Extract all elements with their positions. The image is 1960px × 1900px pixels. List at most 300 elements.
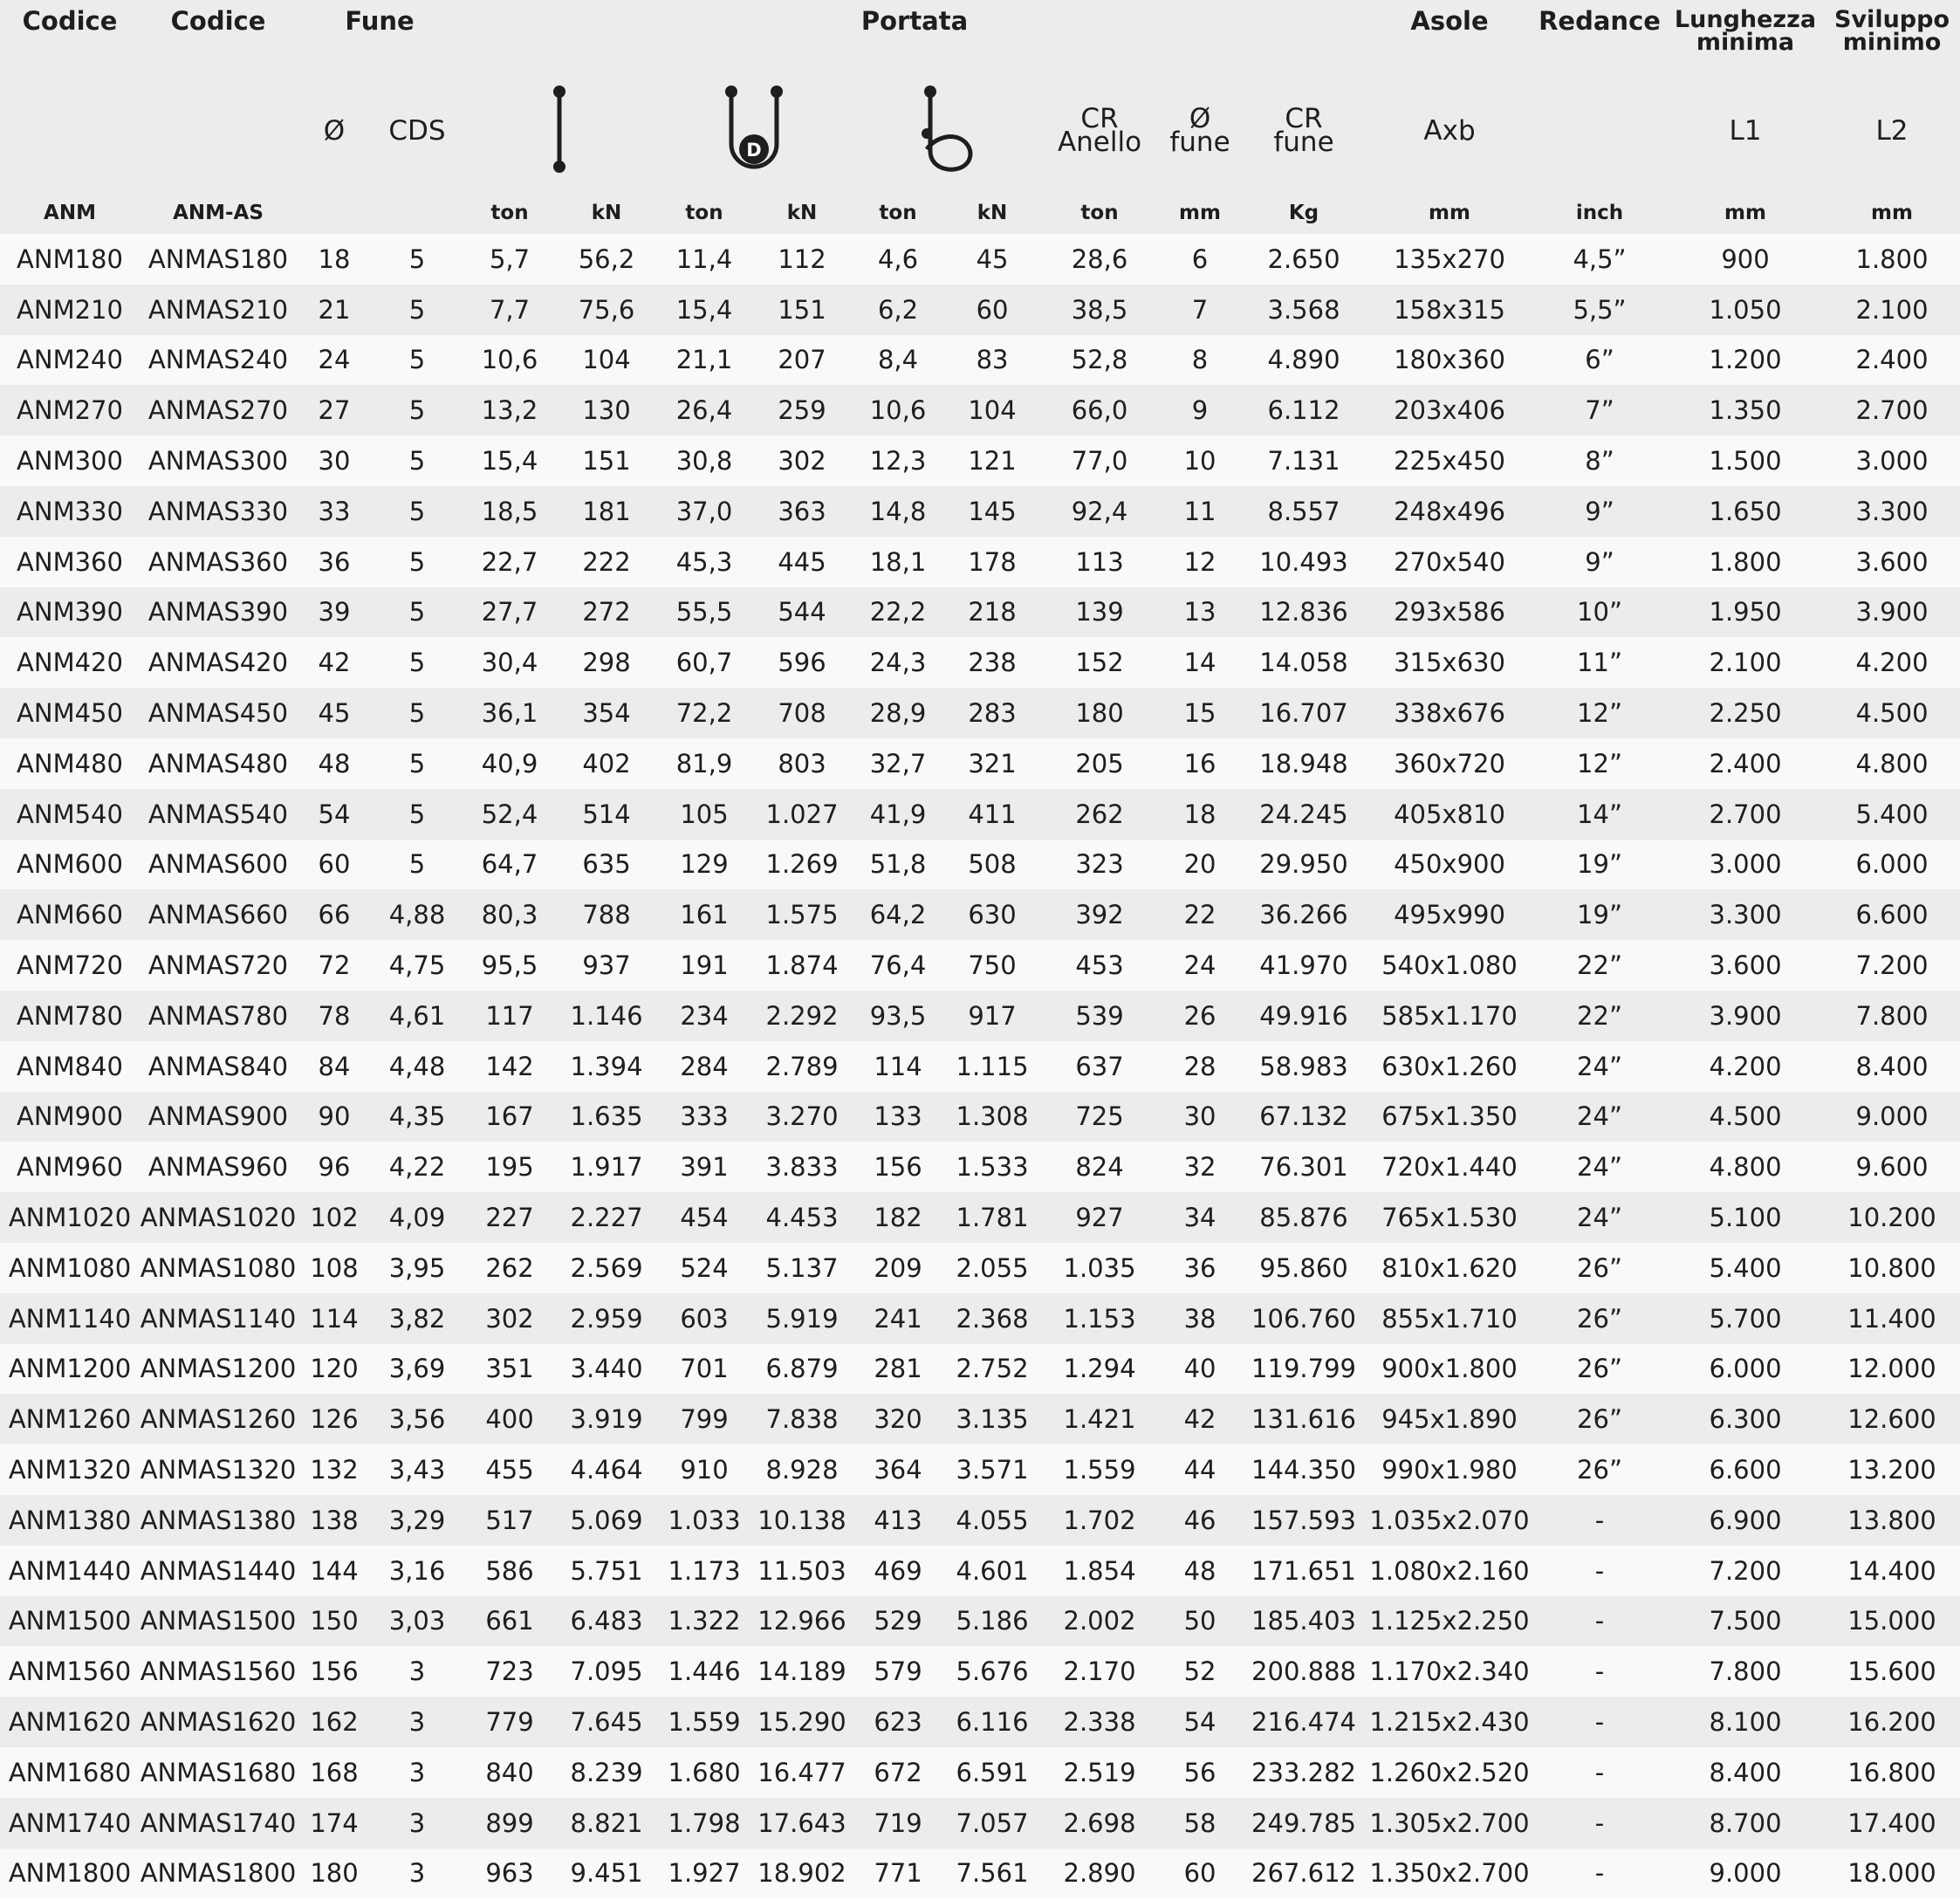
table-cell: ANMAS780 <box>140 991 297 1041</box>
table-cell: 24,3 <box>852 637 944 688</box>
table-cell: 18 <box>297 234 372 285</box>
table-cell: ANM1620 <box>0 1697 140 1747</box>
table-cell: 18.000 <box>1824 1849 1960 1899</box>
table-cell: ANMAS1080 <box>140 1243 297 1293</box>
table-cell: 855x1.710 <box>1367 1293 1532 1344</box>
table-cell: 55,5 <box>656 587 752 638</box>
table-cell: 4.453 <box>752 1192 852 1243</box>
table-cell: ANM840 <box>0 1041 140 1092</box>
table-cell: 3.600 <box>1667 940 1824 991</box>
table-cell: 529 <box>852 1596 944 1647</box>
table-cell: 298 <box>557 637 656 688</box>
table-cell: ANM540 <box>0 789 140 840</box>
table-cell: 1.680 <box>656 1747 752 1798</box>
table-cell: 10,6 <box>463 335 557 386</box>
table-cell: 4,22 <box>372 1142 463 1192</box>
table-cell: 4.890 <box>1241 335 1367 386</box>
table-cell: 302 <box>463 1293 557 1344</box>
table-cell: ANM780 <box>0 991 140 1041</box>
table-cell: 44 <box>1159 1444 1241 1495</box>
table-cell: 8.100 <box>1667 1697 1824 1747</box>
table-cell: 3.270 <box>752 1092 852 1142</box>
table-cell: 152 <box>1040 637 1159 688</box>
table-cell: - <box>1532 1646 1667 1697</box>
table-cell: 22 <box>1159 889 1241 940</box>
table-cell: 95.860 <box>1241 1243 1367 1293</box>
table-cell: 1.215x2.430 <box>1367 1697 1532 1747</box>
table-cell: ANMAS1260 <box>140 1394 297 1444</box>
table-cell: - <box>1532 1546 1667 1596</box>
table-cell: 413 <box>852 1495 944 1546</box>
table-cell: 5.700 <box>1667 1293 1824 1344</box>
header-l1: L1 <box>1667 70 1824 192</box>
table-cell: 218 <box>944 587 1040 638</box>
table-cell: 8.557 <box>1241 486 1367 537</box>
table-cell: 5 <box>372 486 463 537</box>
table-cell: 191 <box>656 940 752 991</box>
table-cell: 585x1.170 <box>1367 991 1532 1041</box>
table-cell: ANMAS1680 <box>140 1747 297 1798</box>
table-cell: 392 <box>1040 889 1159 940</box>
table-cell: - <box>1532 1798 1667 1849</box>
table-cell: 514 <box>557 789 656 840</box>
table-cell: 6.483 <box>557 1596 656 1647</box>
table-cell: 151 <box>557 436 656 486</box>
unit-cell: mm <box>1367 192 1532 234</box>
table-cell: ANM1380 <box>0 1495 140 1546</box>
table-cell: 77,0 <box>1040 436 1159 486</box>
table-row <box>0 486 1960 537</box>
table-cell: 3.900 <box>1667 991 1824 1041</box>
table-cell: 48 <box>1159 1546 1241 1596</box>
table-cell: 21,1 <box>656 335 752 386</box>
table-row <box>0 1747 1960 1798</box>
table-cell: 60 <box>944 285 1040 335</box>
table-cell: 209 <box>852 1243 944 1293</box>
table-cell: 315x630 <box>1367 637 1532 688</box>
table-cell: 7,7 <box>463 285 557 335</box>
table-cell: 18,1 <box>852 537 944 587</box>
table-cell: 27,7 <box>463 587 557 638</box>
table-row <box>0 385 1960 436</box>
table-cell: 26” <box>1532 1344 1667 1395</box>
table-cell: 227 <box>463 1192 557 1243</box>
table-cell: 24” <box>1532 1142 1667 1192</box>
table-cell: ANMAS1740 <box>140 1798 297 1849</box>
table-cell: 4,75 <box>372 940 463 991</box>
table-cell: 1.115 <box>944 1041 1040 1092</box>
table-cell: ANM720 <box>0 940 140 991</box>
table-cell: 596 <box>752 637 852 688</box>
table-cell: 10.493 <box>1241 537 1367 587</box>
table-cell: 64,2 <box>852 889 944 940</box>
table-cell: 26” <box>1532 1394 1667 1444</box>
table-cell: 6.000 <box>1824 840 1960 890</box>
table-cell: 803 <box>752 738 852 789</box>
table-cell: 30,8 <box>656 436 752 486</box>
table-cell: 102 <box>297 1192 372 1243</box>
header-fune: Fune <box>297 0 463 70</box>
table-cell: 24 <box>297 335 372 386</box>
table-row <box>0 789 1960 840</box>
table-cell: 108 <box>297 1243 372 1293</box>
table-cell: 3.000 <box>1824 436 1960 486</box>
diameter-letter: D <box>746 140 762 161</box>
table-cell: 12,3 <box>852 436 944 486</box>
table-cell: 26” <box>1532 1293 1667 1344</box>
table-cell: 234 <box>656 991 752 1041</box>
table-cell: 723 <box>463 1646 557 1697</box>
table-cell: 5 <box>372 688 463 738</box>
table-cell: 66,0 <box>1040 385 1159 436</box>
table-row <box>0 889 1960 940</box>
table-cell: 41,9 <box>852 789 944 840</box>
table-cell: 3.900 <box>1824 587 1960 638</box>
table-cell: 637 <box>1040 1041 1159 1092</box>
table-cell: 3,03 <box>372 1596 463 1647</box>
table-cell: ANMAS330 <box>140 486 297 537</box>
table-cell: 495x990 <box>1367 889 1532 940</box>
table-cell: ANMAS1020 <box>140 1192 297 1243</box>
table-cell: ANM1260 <box>0 1394 140 1444</box>
table-cell: 26” <box>1532 1444 1667 1495</box>
header-codice-anm-as: Codice <box>140 0 297 70</box>
table-cell: 799 <box>656 1394 752 1444</box>
table-cell: 7.500 <box>1667 1596 1824 1647</box>
table-cell: 1.702 <box>1040 1495 1159 1546</box>
table-cell: 2.100 <box>1667 637 1824 688</box>
table-cell: 133 <box>852 1092 944 1142</box>
table-cell: 157.593 <box>1241 1495 1367 1546</box>
table-cell: 5.919 <box>752 1293 852 1344</box>
table-cell: 36 <box>297 537 372 587</box>
table-cell: ANM270 <box>0 385 140 436</box>
table-cell: 603 <box>656 1293 752 1344</box>
table-cell: 937 <box>557 940 656 991</box>
table-row <box>0 1192 1960 1243</box>
table-cell: ANM1080 <box>0 1243 140 1293</box>
table-cell: 121 <box>944 436 1040 486</box>
table-cell: ANMAS450 <box>140 688 297 738</box>
table-cell: 3.833 <box>752 1142 852 1192</box>
table-cell: 7 <box>1159 285 1241 335</box>
table-cell: 917 <box>944 991 1040 1041</box>
table-cell: 259 <box>752 385 852 436</box>
table-cell: 168 <box>297 1747 372 1798</box>
table-cell: 1.322 <box>656 1596 752 1647</box>
table-cell: 161 <box>656 889 752 940</box>
table-cell: ANM1440 <box>0 1546 140 1596</box>
table-cell: 67.132 <box>1241 1092 1367 1142</box>
table-cell: 1.800 <box>1824 234 1960 285</box>
table-cell: 182 <box>852 1192 944 1243</box>
header-row-symbols <box>0 70 1960 192</box>
table-cell: 1.575 <box>752 889 852 940</box>
table-cell: 26” <box>1532 1243 1667 1293</box>
table-cell: 78 <box>297 991 372 1041</box>
table-cell: 5.400 <box>1824 789 1960 840</box>
table-cell: 16 <box>1159 738 1241 789</box>
table-cell: ANMAS480 <box>140 738 297 789</box>
table-cell: 52,8 <box>1040 335 1159 386</box>
table-cell: 6.300 <box>1667 1394 1824 1444</box>
table-cell: 2.250 <box>1667 688 1824 738</box>
table-cell: 402 <box>557 738 656 789</box>
table-cell: 900 <box>1667 234 1824 285</box>
table-cell: 104 <box>557 335 656 386</box>
table-cell: 5.676 <box>944 1646 1040 1697</box>
table-cell: 7.838 <box>752 1394 852 1444</box>
table-row <box>0 1243 1960 1293</box>
table-cell: 5.400 <box>1667 1243 1824 1293</box>
table-cell: 28 <box>1159 1041 1241 1092</box>
table-cell: 411 <box>944 789 1040 840</box>
table-row <box>0 436 1960 486</box>
unit-cell: ton <box>463 192 557 234</box>
table-cell: 15,4 <box>463 436 557 486</box>
table-cell: ANM330 <box>0 486 140 537</box>
table-cell: 11” <box>1532 637 1667 688</box>
table-cell: 5 <box>372 840 463 890</box>
table-cell: 37,0 <box>656 486 752 537</box>
table-cell: 132 <box>297 1444 372 1495</box>
table-cell: 450x900 <box>1367 840 1532 890</box>
table-cell: 36.266 <box>1241 889 1367 940</box>
table-cell: 3.135 <box>944 1394 1040 1444</box>
unit-cell: mm <box>1824 192 1960 234</box>
table-cell: 72,2 <box>656 688 752 738</box>
table-cell: ANMAS240 <box>140 335 297 386</box>
table-cell: 7.057 <box>944 1798 1040 1849</box>
table-cell: 363 <box>752 486 852 537</box>
table-cell: 2.100 <box>1824 285 1960 335</box>
table-cell: ANMAS540 <box>140 789 297 840</box>
table-cell: 2.698 <box>1040 1798 1159 1849</box>
table-cell: 238 <box>944 637 1040 688</box>
table-cell: 3 <box>372 1849 463 1899</box>
table-cell: 13 <box>1159 587 1241 638</box>
table-cell: 262 <box>463 1243 557 1293</box>
table-cell: 20 <box>1159 840 1241 890</box>
table-cell: 19” <box>1532 889 1667 940</box>
table-cell: ANMAS1200 <box>140 1344 297 1395</box>
table-cell: 321 <box>944 738 1040 789</box>
table-cell: 6 <box>1159 234 1241 285</box>
header-redance: Redance <box>1532 0 1667 70</box>
table-cell: 120 <box>297 1344 372 1395</box>
table-cell: 52,4 <box>463 789 557 840</box>
table-cell: ANMAS300 <box>140 436 297 486</box>
table-cell: - <box>1532 1849 1667 1899</box>
table-cell: 145 <box>944 486 1040 537</box>
table-cell: ANMAS1380 <box>140 1495 297 1546</box>
table-cell: ANMAS1620 <box>140 1697 297 1747</box>
table-cell: 93,5 <box>852 991 944 1041</box>
table-cell: 15.600 <box>1824 1646 1960 1697</box>
table-cell: 5,7 <box>463 234 557 285</box>
table-cell: 1.559 <box>1040 1444 1159 1495</box>
table-cell: 6.116 <box>944 1697 1040 1747</box>
table-cell: 2.789 <box>752 1041 852 1092</box>
table-cell: ANM960 <box>0 1142 140 1192</box>
table-cell: 50 <box>1159 1596 1241 1647</box>
table-cell: 72 <box>297 940 372 991</box>
table-cell: - <box>1532 1697 1667 1747</box>
table-cell: 241 <box>852 1293 944 1344</box>
table-cell: 900x1.800 <box>1367 1344 1532 1395</box>
table-cell: 5.069 <box>557 1495 656 1546</box>
table-cell: ANM1140 <box>0 1293 140 1344</box>
table-cell: 1.874 <box>752 940 852 991</box>
table-cell: ANM450 <box>0 688 140 738</box>
table-cell: 32,7 <box>852 738 944 789</box>
table-cell: 354 <box>557 688 656 738</box>
table-cell: 630x1.260 <box>1367 1041 1532 1092</box>
table-cell: 3,95 <box>372 1243 463 1293</box>
table-cell: 36,1 <box>463 688 557 738</box>
table-cell: 7.800 <box>1824 991 1960 1041</box>
table-cell: 1.146 <box>557 991 656 1041</box>
table-cell: 11 <box>1159 486 1241 537</box>
table-cell: 126 <box>297 1394 372 1444</box>
table-cell: ANM210 <box>0 285 140 335</box>
header-diametro-fune: Ø fune <box>1159 70 1241 192</box>
unit-cell: ton <box>656 192 752 234</box>
table-cell: 1.350 <box>1667 385 1824 436</box>
table-row <box>0 940 1960 991</box>
table-cell: 75,6 <box>557 285 656 335</box>
table-cell: 4.601 <box>944 1546 1040 1596</box>
table-cell: ANMAS390 <box>140 587 297 638</box>
table-cell: 963 <box>463 1849 557 1899</box>
table-cell: 10.138 <box>752 1495 852 1546</box>
table-cell: 320 <box>852 1394 944 1444</box>
table-cell: 539 <box>1040 991 1159 1041</box>
table-cell: 22,7 <box>463 537 557 587</box>
table-cell: 249.785 <box>1241 1798 1367 1849</box>
table-cell: 7.200 <box>1667 1546 1824 1596</box>
table-cell: 579 <box>852 1646 944 1697</box>
table-cell: 26 <box>1159 991 1241 1041</box>
table-cell: 788 <box>557 889 656 940</box>
table-cell: 2.292 <box>752 991 852 1041</box>
table-cell: 7.131 <box>1241 436 1367 486</box>
table-cell: ANMAS1500 <box>140 1596 297 1647</box>
table-cell: 5.137 <box>752 1243 852 1293</box>
table-cell: ANMAS1560 <box>140 1646 297 1697</box>
table-cell: 3.440 <box>557 1344 656 1395</box>
choker-sling-icon <box>852 70 1040 192</box>
table-cell: 3.300 <box>1824 486 1960 537</box>
table-cell: 16.200 <box>1824 1697 1960 1747</box>
table-row <box>0 1798 1960 1849</box>
table-cell: 113 <box>1040 537 1159 587</box>
table-cell: 174 <box>297 1798 372 1849</box>
table-cell: 24.245 <box>1241 789 1367 840</box>
table-cell: 9.000 <box>1667 1849 1824 1899</box>
table-cell: ANM1680 <box>0 1747 140 1798</box>
table-cell: 114 <box>297 1293 372 1344</box>
unit-cell: mm <box>1667 192 1824 234</box>
table-cell: 45,3 <box>656 537 752 587</box>
table-cell: 3,29 <box>372 1495 463 1546</box>
table-cell: 178 <box>944 537 1040 587</box>
table-cell: 4,09 <box>372 1192 463 1243</box>
table-cell: 5 <box>372 436 463 486</box>
table-cell: 14,8 <box>852 486 944 537</box>
table-cell: 135x270 <box>1367 234 1532 285</box>
table-cell: 1.305x2.700 <box>1367 1798 1532 1849</box>
table-cell: 635 <box>557 840 656 890</box>
table-cell: 130 <box>557 385 656 436</box>
table-cell: 750 <box>944 940 1040 991</box>
table-cell: 1.035x2.070 <box>1367 1495 1532 1546</box>
table-cell: 21 <box>297 285 372 335</box>
table-cell: 1.050 <box>1667 285 1824 335</box>
table-cell: 13.800 <box>1824 1495 1960 1546</box>
table-cell: 3,16 <box>372 1546 463 1596</box>
table-cell: 4,35 <box>372 1092 463 1142</box>
basket-sling-icon <box>656 70 852 192</box>
table-cell: 16.477 <box>752 1747 852 1798</box>
table-cell: 24” <box>1532 1092 1667 1142</box>
table-cell: 51,8 <box>852 840 944 890</box>
table-cell: 469 <box>852 1546 944 1596</box>
table-cell: 18 <box>1159 789 1241 840</box>
table-cell: ANMAS720 <box>140 940 297 991</box>
table-cell: 11.503 <box>752 1546 852 1596</box>
table-cell: 672 <box>852 1747 944 1798</box>
table-cell: 4.800 <box>1667 1142 1824 1192</box>
table-cell: 3 <box>372 1697 463 1747</box>
table-cell: 33 <box>297 486 372 537</box>
table-cell: ANM1020 <box>0 1192 140 1243</box>
table-cell: 3.300 <box>1667 889 1824 940</box>
table-cell: 14.400 <box>1824 1546 1960 1596</box>
table-row <box>0 1444 1960 1495</box>
table-cell: 360x720 <box>1367 738 1532 789</box>
table-cell: 4,6 <box>852 234 944 285</box>
table-cell: 454 <box>656 1192 752 1243</box>
table-cell: 4.200 <box>1824 637 1960 688</box>
table-cell: 9” <box>1532 486 1667 537</box>
table-cell: 12.000 <box>1824 1344 1960 1395</box>
table-row <box>0 1142 1960 1192</box>
table-cell: 60 <box>297 840 372 890</box>
table-cell: 5 <box>372 637 463 688</box>
header-sviluppo-minimo <box>1824 0 1960 70</box>
table-cell: ANMAS210 <box>140 285 297 335</box>
table-cell: 200.888 <box>1241 1646 1367 1697</box>
table-cell: 46 <box>1159 1495 1241 1546</box>
table-cell: 5.751 <box>557 1546 656 1596</box>
table-cell: 12.600 <box>1824 1394 1960 1444</box>
table-cell: 29.950 <box>1241 840 1367 890</box>
table-cell: 85.876 <box>1241 1192 1367 1243</box>
table-cell: 364 <box>852 1444 944 1495</box>
table-cell: 14.189 <box>752 1646 852 1697</box>
table-cell: 5.100 <box>1667 1192 1824 1243</box>
table-cell: 144.350 <box>1241 1444 1367 1495</box>
table-cell: 156 <box>297 1646 372 1697</box>
table-cell: 2.400 <box>1667 738 1824 789</box>
table-cell: 114 <box>852 1041 944 1092</box>
table-cell: - <box>1532 1495 1667 1546</box>
unit-cell: Kg <box>1241 192 1367 234</box>
table-cell: 9.600 <box>1824 1142 1960 1192</box>
header-asole: Asole <box>1367 0 1532 70</box>
table-cell: ANMAS360 <box>140 537 297 587</box>
